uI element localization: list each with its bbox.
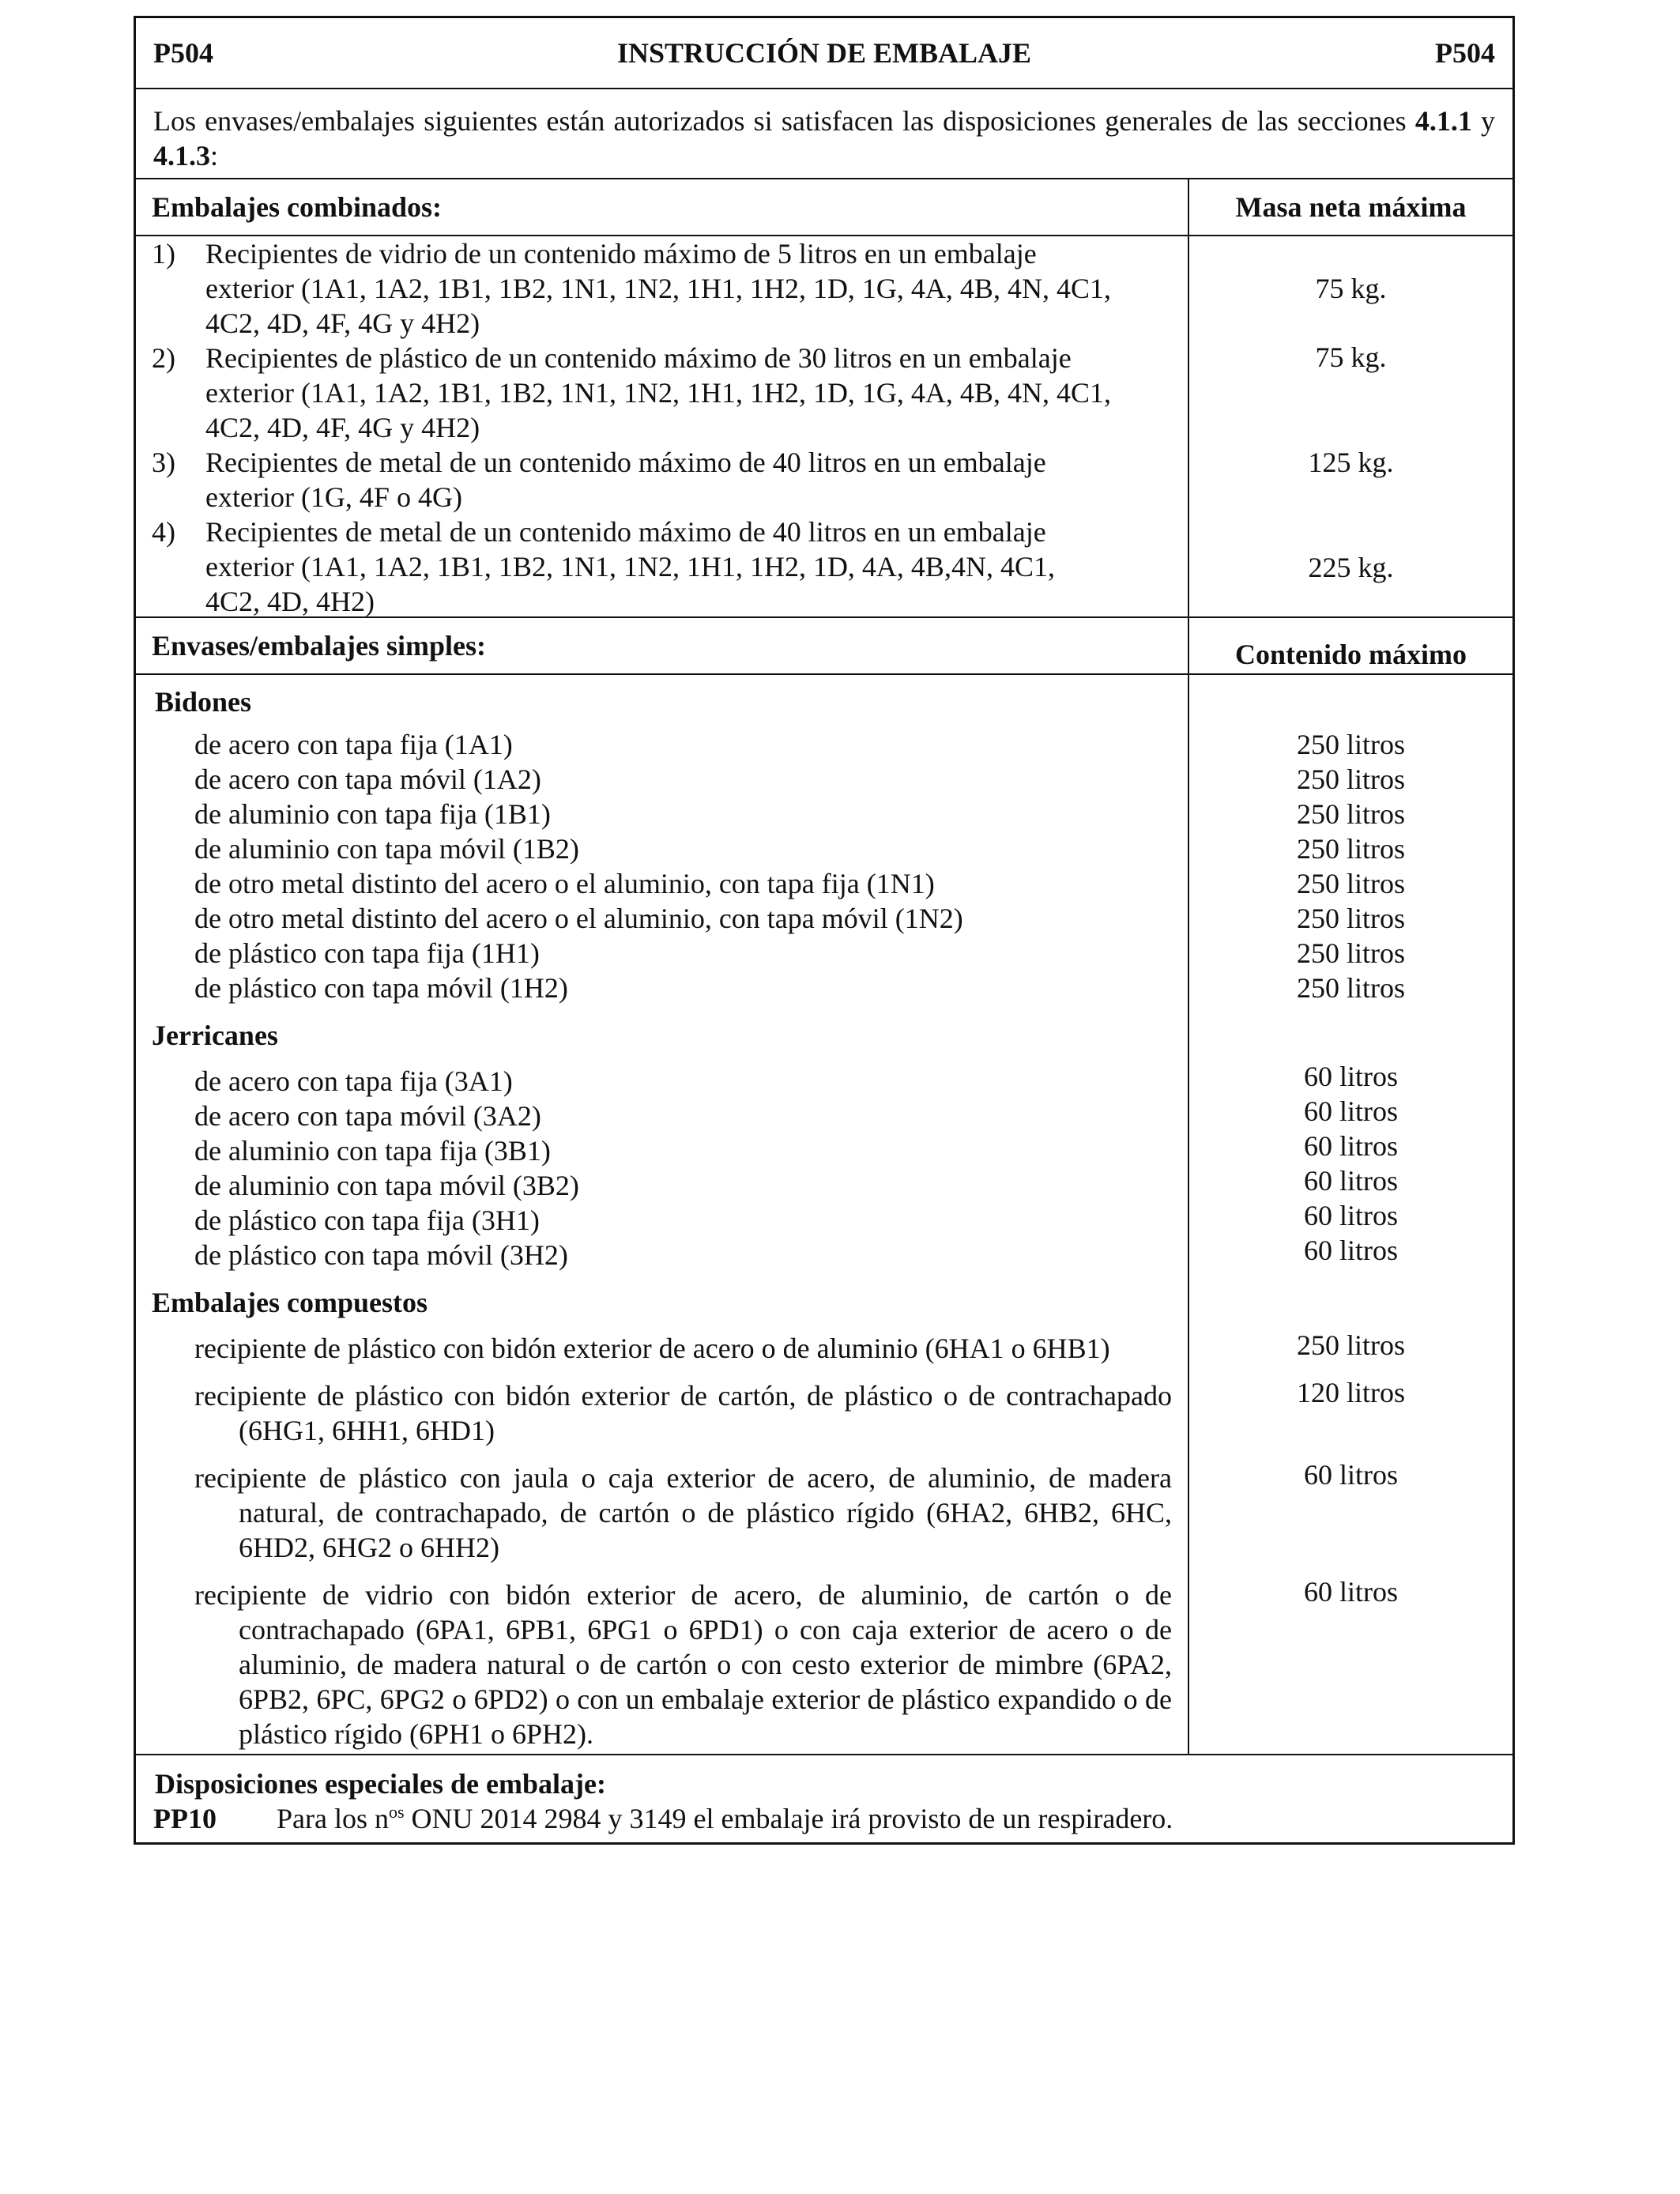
list-item [152,515,1172,619]
combined-items-row [136,236,1512,618]
packing-instruction-table [134,16,1515,1845]
item-line: Recipientes de metal de un contenido máximo de 40 litros en un embalaje [205,516,1046,548]
item-number: 2) [152,342,175,374]
instruction-code-left: P504 [153,37,213,69]
item-line: Recipientes de metal de un contenido máximo de 40 litros en un embalaje [205,447,1046,478]
item-line: exterior (1A1, 1A2, 1B1, 1B2, 1N1, 1N2, 1H1, 1H2, 1D, 1G, 4A, 4B, 4N, 4C1, [205,377,1111,409]
list-item: recipiente de plástico con jaula o caja exterior de acero, de aluminio, de madera natural, de contrachapado, de cartón o de plástico rígido (6HA2, 6HB2, 6HC, 6HD2, 6HG2 o 6HH2) [194,1462,1172,1563]
max-content-value: 120 litros [1296,1377,1405,1408]
max-mass-value: 75 kg. [1315,341,1387,373]
max-content-value: 250 litros [1296,868,1405,899]
simple-items [136,675,1189,1754]
section-title-jerricanes: Jerricanes [152,1020,278,1051]
list-item: de plástico con tapa fija (1H1) [194,937,540,969]
item-number: 4) [152,516,175,548]
item-line: Recipientes de vidrio de un contenido máximo de 5 litros en un embalaje [205,238,1037,270]
provision-text [277,1801,1173,1836]
item-line: 4C2, 4D, 4F, 4G y 4H2) [205,307,480,339]
item-line: exterior (1G, 4F o 4G) [205,481,462,513]
max-content-heading: Contenido máximo [1234,639,1467,670]
list-item [152,236,1172,341]
max-content-value: 60 litros [1303,1576,1398,1608]
item-line: 4C2, 4D, 4H2) [205,586,375,617]
max-mass-value: 125 kg. [1308,447,1394,478]
section-title-bidones: Bidones [155,686,252,718]
list-item: de aluminio con tapa fija (3B1) [194,1135,551,1167]
provision-text-start: Para los n [277,1803,389,1834]
intro-paragraph [136,89,1512,179]
item-line: exterior (1A1, 1A2, 1B1, 1B2, 1N1, 1N2, 1H1, 1H2, 1D, 4A, 4B,4N, 4C1, [205,551,1055,582]
list-item: de acero con tapa móvil (3A2) [194,1100,541,1132]
item-number: 3) [152,447,175,478]
list-item: de acero con tapa móvil (1A2) [194,763,541,795]
section-ref: 4.1.1 [1414,105,1472,137]
list-item: de aluminio con tapa móvil (1B2) [194,833,579,865]
title-row [136,18,1512,89]
list-item: de aluminio con tapa móvil (3B2) [194,1170,579,1201]
provision-code: PP10 [153,1803,217,1834]
combined-items [136,236,1189,616]
list-item: recipiente de plástico con bidón exterior de acero o de aluminio (6HA1 o 6HB1) [194,1333,1110,1364]
intro-conj: y [1471,105,1496,137]
provision-pp10 [136,1801,1512,1836]
list-item: de plástico con tapa móvil (1H2) [194,972,568,1004]
item-line: Recipientes de plástico de un contenido máximo de 30 litros en un embalaje [205,342,1072,374]
item-line: exterior (1A1, 1A2, 1B1, 1B2, 1N1, 1N2, 1H1, 1H2, 1D, 1G, 4A, 4B, 4N, 4C1, [205,273,1111,304]
list-item: de otro metal distinto del acero o el aluminio, con tapa móvil (1N2) [194,903,963,934]
max-content-value: 250 litros [1296,729,1405,760]
special-provisions [136,1755,1512,1842]
list-item: de plástico con tapa fija (3H1) [194,1204,540,1236]
max-content-value: 250 litros [1296,1329,1405,1361]
list-item: de acero con tapa fija (1A1) [194,729,513,760]
list-item: de acero con tapa fija (3A1) [194,1065,513,1097]
list-item: recipiente de vidrio con bidón exterior de acero, de aluminio, de cartón o de contrachapado (6PA1, 6PB1, 6PG1 o 6PD1) o con caja exterior de acero o de aluminio, de madera natural o de cartón o con cesto exterior de mimbre (6PA2, 6PB2, 6PC, 6PG2 o 6PD2) o con un embalaje exterior de plástico expandido o de plástico rígido (6PH1 o 6PH2). [194,1579,1172,1750]
combined-mass-column [1189,236,1512,616]
combined-heading: Embalajes combinados: [136,179,1189,235]
item-number: 1) [152,238,175,270]
page-title: INSTRUCCIÓN DE EMBALAJE [616,37,1032,69]
list-item: recipiente de plástico con bidón exterior de cartón, de plástico o de contrachapado (6HG1, 6HH1, 6HD1) [194,1380,1172,1446]
simple-items-row [136,675,1512,1755]
combined-header-row [136,179,1512,236]
max-content-value: 250 litros [1296,833,1405,865]
intro-tail: : [210,140,219,172]
max-content-value: 60 litros [1303,1061,1398,1092]
list-item [152,445,1172,515]
section-title-compuestos: Embalajes compuestos [152,1287,428,1318]
simple-heading: Envases/embalajes simples: [136,618,1189,673]
instruction-code-right: P504 [1434,37,1495,69]
list-item: de aluminio con tapa fija (1B1) [194,798,551,830]
special-provisions-heading: Disposiciones especiales de embalaje: [155,1768,606,1800]
max-content-value: 250 litros [1296,972,1405,1004]
list-item [152,341,1172,445]
list-item: de otro metal distinto del acero o el aluminio, con tapa fija (1N1) [194,868,935,899]
intro-text: Los envases/embalajes siguientes están autorizados si satisfacen las disposiciones generales de las secciones [153,105,1407,137]
max-content-value: 250 litros [1296,937,1405,969]
simple-header-row [136,618,1512,675]
max-content-value: 250 litros [1296,903,1405,934]
section-ref: 4.1.3 [153,140,210,172]
max-mass-value: 75 kg. [1315,273,1387,304]
max-mass-heading: Masa neta máxima [1235,191,1467,223]
provision-superscript: os [388,1802,405,1822]
max-content-value: 60 litros [1303,1459,1398,1491]
max-content-value: 250 litros [1296,763,1405,795]
max-content-value: 60 litros [1303,1095,1398,1127]
content-column [1189,675,1512,1754]
item-line: 4C2, 4D, 4F, 4G y 4H2) [205,412,480,443]
max-content-value: 60 litros [1303,1200,1398,1231]
provision-text-end: ONU 2014 2984 y 3149 el embalaje irá provisto de un respiradero. [404,1803,1173,1834]
max-content-value: 60 litros [1303,1130,1398,1162]
list-item: de plástico con tapa móvil (3H2) [194,1239,568,1271]
max-content-value: 60 litros [1303,1235,1398,1266]
max-content-value: 250 litros [1296,798,1405,830]
max-mass-value: 225 kg. [1308,552,1394,583]
max-content-value: 60 litros [1303,1165,1398,1197]
